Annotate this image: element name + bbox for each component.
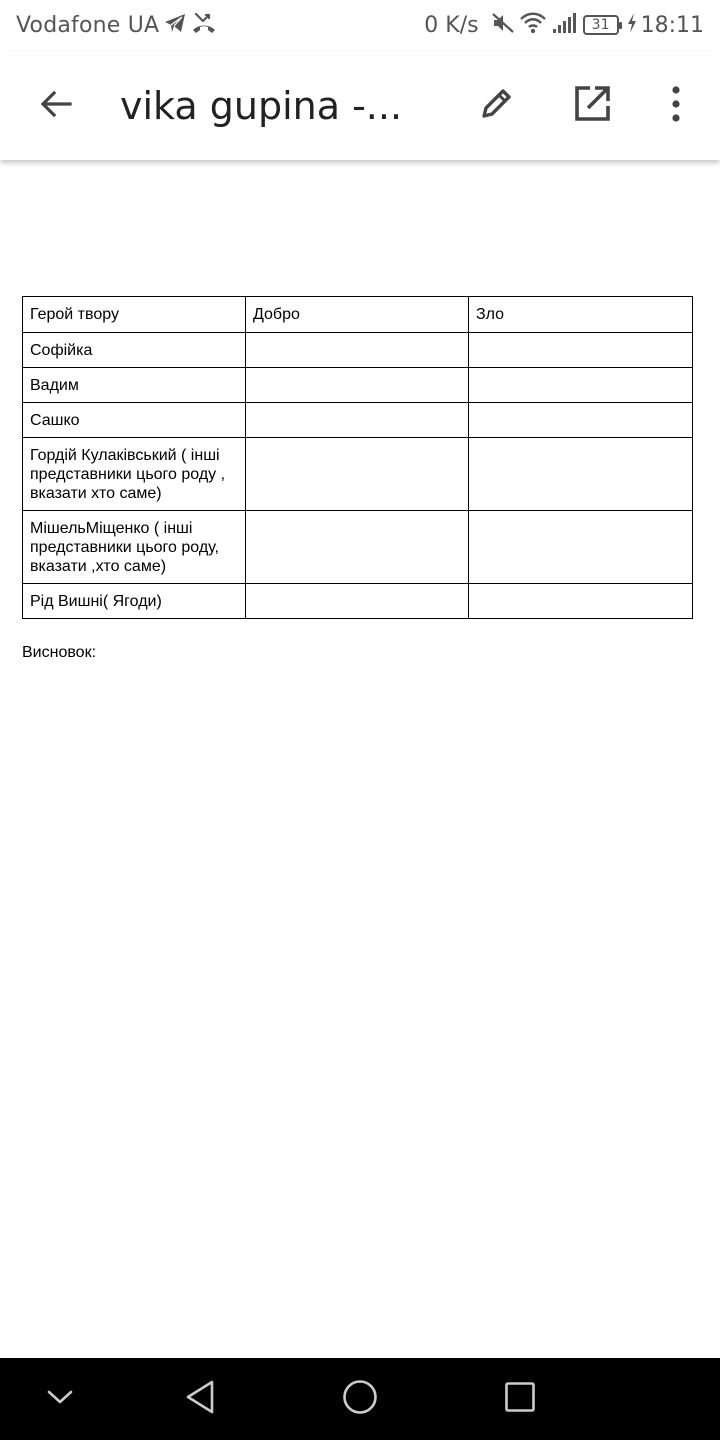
table-row [23, 438, 693, 511]
open-in-app-button[interactable] [566, 80, 618, 132]
missed-call-icon [191, 11, 217, 40]
app-bar [0, 52, 720, 160]
nav-home-button[interactable] [334, 1373, 386, 1425]
header-cell-hero: Герой твору [23, 297, 246, 333]
table-row [23, 368, 693, 403]
good-cell [246, 438, 469, 511]
battery-icon [583, 15, 619, 35]
hero-cell: Рід Вишні( Ягоди) [23, 584, 246, 619]
more-vert-icon [670, 86, 682, 127]
good-cell [246, 511, 469, 584]
wifi-icon [519, 11, 547, 40]
hero-cell: Гордій Кулаківський ( інші представники цього роду , вказати хто саме) [23, 438, 246, 511]
more-options-button[interactable] [654, 80, 698, 132]
telegram-icon [163, 12, 187, 39]
hide-nav-button[interactable] [34, 1373, 86, 1425]
chevron-down-icon [45, 1382, 75, 1417]
clock: 18:11 [640, 12, 704, 38]
table-row [23, 333, 693, 368]
character-table [22, 296, 693, 619]
network-speed: 0 K/s [424, 12, 479, 38]
document-view[interactable] [0, 160, 720, 1358]
battery-level: 31 [591, 17, 610, 33]
back-button[interactable] [30, 80, 82, 132]
good-cell [246, 368, 469, 403]
table-header-row [23, 297, 693, 333]
table-row [23, 584, 693, 619]
evil-cell [469, 511, 693, 584]
nav-recents-button[interactable] [494, 1373, 546, 1425]
document-title: vika gupina -... [120, 84, 403, 128]
header-cell-good: Добро [246, 297, 469, 333]
triangle-back-icon [183, 1379, 217, 1420]
carrier-name: Vodafone UA [16, 12, 160, 38]
navigation-bar [0, 1358, 720, 1440]
circle-home-icon [342, 1379, 378, 1420]
charging-icon [627, 13, 637, 38]
evil-cell [469, 403, 693, 438]
evil-cell [469, 584, 693, 619]
table-row [23, 403, 693, 438]
conclusion-label: Висновок: [22, 644, 97, 661]
good-cell [246, 333, 469, 368]
hero-cell: Софійка [23, 333, 246, 368]
edit-button[interactable] [470, 80, 522, 132]
header-cell-evil: Зло [469, 297, 693, 333]
nav-back-button[interactable] [174, 1373, 226, 1425]
signal-icon [551, 12, 577, 39]
evil-cell [469, 438, 693, 511]
evil-cell [469, 368, 693, 403]
square-recents-icon [504, 1381, 536, 1418]
table-row [23, 511, 693, 584]
good-cell [246, 403, 469, 438]
arrow-back-icon [38, 86, 74, 127]
hero-cell: Сашко [23, 403, 246, 438]
open-in-new-icon [572, 84, 612, 129]
status-bar [0, 0, 720, 52]
hero-cell: Вадим [23, 368, 246, 403]
evil-cell [469, 333, 693, 368]
mute-icon [491, 11, 515, 40]
pencil-icon [476, 84, 516, 129]
good-cell [246, 584, 469, 619]
hero-cell: МішельМіщенко ( інші представники цього роду, вказати ,хто саме) [23, 511, 246, 584]
